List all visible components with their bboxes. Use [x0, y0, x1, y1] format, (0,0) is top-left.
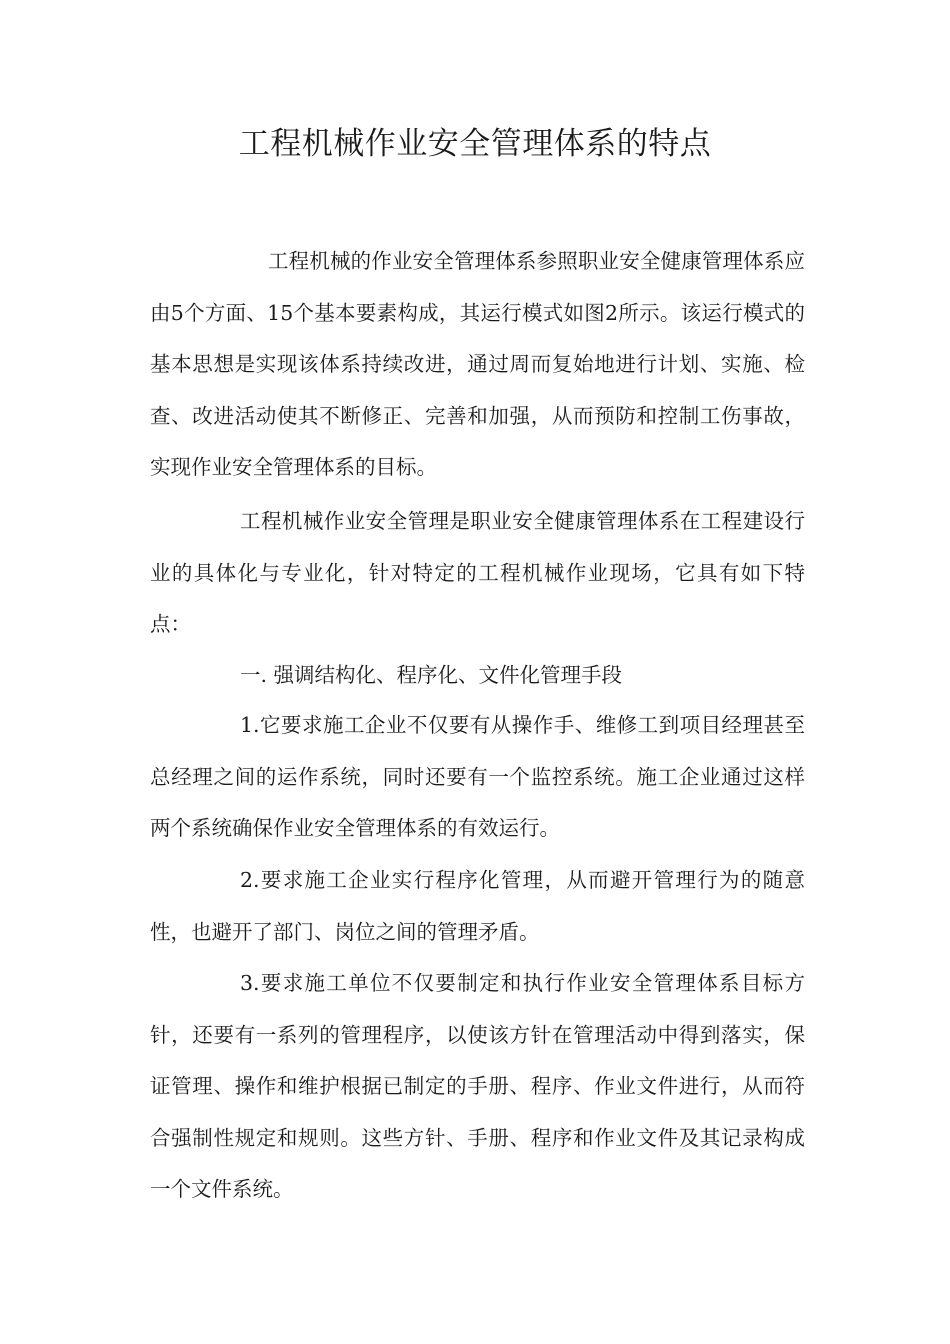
paragraph-characteristics: 工程机械作业安全管理是职业安全健康管理体系在工程建设行业的具体化与专业化，针对特定的工程机械作业现场，它具有如下特点：: [150, 509, 805, 636]
section-heading-1: 一. 强调结构化、程序化、文件化管理手段: [240, 663, 623, 687]
list-item-3: 3.要求施工单位不仅要制定和执行作业安全管理体系目标方针，还要有一系列的管理程序，以使该方针在管理活动中得到落实，保证管理、操作和维护根据已制定的手册、程序、作业文件进行，从而符合强制性规定和规则。这些方针、手册、程序和作业文件及其记录构成一个文件系统。: [150, 971, 805, 1201]
paragraph-intro: 工程机械的作业安全管理体系参照职业安全健康管理体系应由5个方面、15个基本要素构成，其运行模式如图2所示。该运行模式的基本思想是实现该体系持续改进，通过周而复始地进行计划、实施、检查、改进活动使其不断修正、完善和加强，从而预防和控制工伤事故，实现作业安全管理体系的目标。: [150, 249, 805, 479]
document-title: 工程机械作业安全管理体系的特点: [238, 126, 712, 162]
list-item-2: 2.要求施工企业实行程序化管理，从而避开管理行为的随意性，也避开了部门、岗位之间的管理矛盾。: [150, 868, 805, 944]
list-item-1: 1.它要求施工企业不仅要有从操作手、维修工到项目经理甚至总经理之间的运作系统，同时还要有一个监控系统。施工企业通过这样两个系统确保作业安全管理体系的有效运行。: [150, 713, 805, 840]
